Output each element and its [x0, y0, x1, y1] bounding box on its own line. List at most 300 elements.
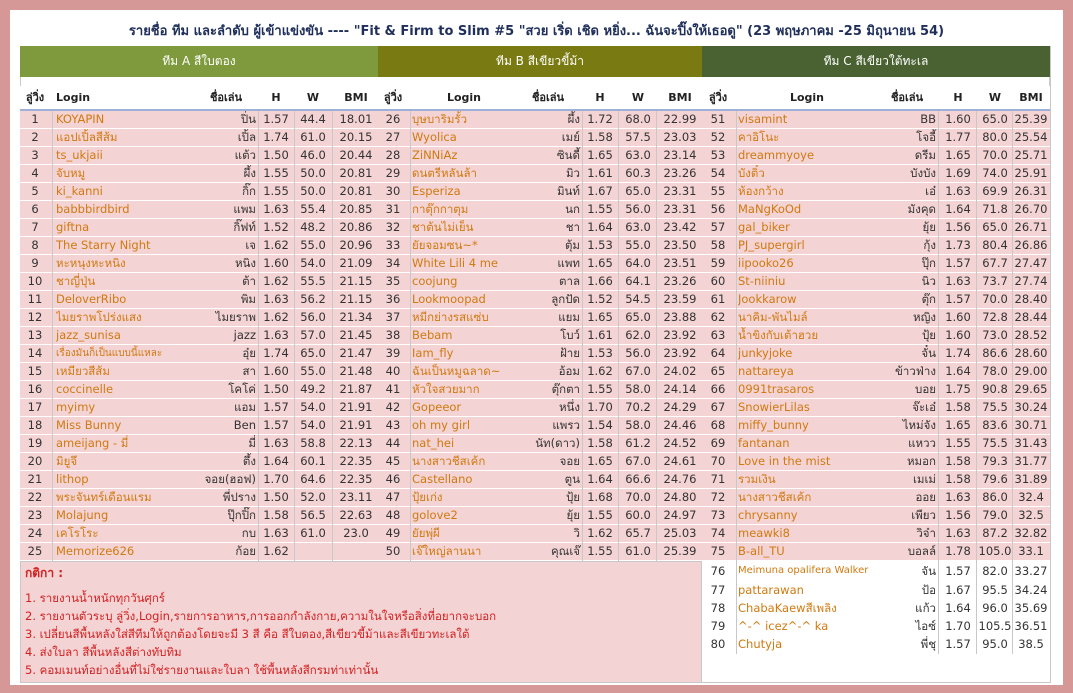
cell-nick: นก [565, 202, 580, 216]
cell-bmi: 31.43 [1014, 436, 1048, 450]
cell-rank: 42 [385, 400, 401, 414]
cell-h: 1.65 [587, 454, 613, 468]
cell-login[interactable]: Memorize626 [56, 544, 135, 558]
cell-bmi: 22.35 [339, 472, 373, 486]
cell-login[interactable]: visamint [738, 112, 788, 126]
table-row [702, 399, 1050, 417]
cell-nick: ไมยราพ [215, 310, 256, 324]
cell-h: 1.62 [263, 238, 289, 252]
cell-rank: 49 [385, 526, 401, 540]
cell-login[interactable]: แอปเปิ้ลสีส้ม [56, 130, 118, 144]
cell-login[interactable]: dreammyoye [738, 148, 815, 162]
cell-bmi: 20.15 [339, 130, 373, 144]
cell-rank: 57 [710, 220, 726, 234]
cell-nick: อ้อม [558, 364, 580, 378]
cell-h: 1.73 [945, 238, 971, 252]
header-spacer [20, 77, 1050, 86]
cell-login[interactable]: giftna [56, 220, 90, 234]
cell-h: 1.56 [945, 508, 971, 522]
table-row [702, 237, 1050, 255]
cell-bmi: 23.59 [663, 292, 697, 306]
cell-rank: 36 [385, 292, 401, 306]
cell-h: 1.63 [945, 490, 971, 504]
cell-login[interactable]: B-all_TU [738, 544, 785, 558]
cell-nick: กิ๊ก [242, 184, 256, 198]
cell-nick: มังคุด [907, 202, 936, 216]
cell-w: 86.6 [982, 346, 1008, 360]
column-divider [258, 111, 259, 561]
cell-login[interactable]: ชาต้นไม่เย็น [412, 220, 474, 234]
cell-nick: บอลล์ [907, 544, 936, 558]
cell-nick: เปิ้ล [237, 130, 256, 144]
cell-login[interactable]: pattarawan [738, 583, 804, 597]
table-row [702, 417, 1050, 435]
cell-login[interactable]: ห้องกว้าง [738, 184, 784, 198]
cell-login[interactable]: มิยูจึ [56, 454, 78, 468]
cell-rank: 52 [710, 130, 726, 144]
cell-h: 1.64 [587, 472, 613, 486]
cell-login[interactable]: ameijang - มี่ [56, 436, 129, 450]
rules-box [20, 561, 702, 683]
cell-w: 79.0 [982, 508, 1008, 522]
cell-w: 58.0 [625, 382, 651, 396]
table-row [378, 543, 702, 561]
cell-login[interactable]: golove2 [412, 508, 458, 522]
cell-h: 1.53 [587, 346, 613, 360]
cell-h: 1.50 [263, 382, 289, 396]
cell-w: 80.4 [982, 238, 1008, 252]
cell-login[interactable]: หัวใจสวยมาก [412, 382, 480, 396]
cell-bmi: 21.15 [339, 292, 373, 306]
cell-login[interactable]: หมีกย่างรสแซ่บ [412, 310, 489, 324]
cell-login[interactable]: ยัยพุ่ผี [412, 526, 440, 540]
cell-login[interactable]: ปุ้ยเก่ง [412, 490, 443, 504]
cell-h: 1.74 [945, 346, 971, 360]
table-row [378, 255, 702, 273]
cell-h: 1.54 [587, 418, 613, 432]
cell-login[interactable]: KOYAPIN [56, 112, 105, 126]
cell-login[interactable]: nattareya [738, 364, 794, 378]
cell-login[interactable]: DeloverRibo [56, 292, 127, 306]
table-row [702, 489, 1050, 507]
cell-login[interactable]: พระจันทร์เดือนแรม [56, 490, 152, 504]
cell-w: 68.0 [625, 112, 651, 126]
table-row [702, 543, 1050, 561]
table-row [378, 525, 702, 543]
table-row [378, 453, 702, 471]
cell-h: 1.64 [263, 454, 289, 468]
cell-login[interactable]: ts_ukjaii [56, 148, 103, 162]
table-row [378, 471, 702, 489]
cell-w: 55.4 [300, 202, 326, 216]
cell-nick: ต้า [242, 274, 256, 288]
cell-bmi: 26.71 [1014, 220, 1048, 234]
cell-h: 1.70 [587, 400, 613, 414]
cell-w: 56.0 [625, 202, 651, 216]
team-c-rows [702, 111, 1050, 654]
team-b-rows [378, 111, 702, 561]
cell-nick: พี่ชุ [920, 637, 936, 651]
cell-rank: 63 [710, 328, 726, 342]
cell-nick: แยม [558, 310, 580, 324]
cell-login[interactable]: St-niiniu [738, 274, 786, 288]
cell-nick: ออย [915, 490, 936, 504]
cell-login[interactable]: Lookmoopad [412, 292, 486, 306]
cell-bmi: 25.54 [1014, 130, 1048, 144]
cell-bmi: 24.02 [663, 364, 697, 378]
cell-nick: ไหม่จัง [902, 418, 936, 432]
cell-nick: ซินดี้ [556, 148, 580, 162]
cell-nick: นัท(ดาว) [535, 436, 580, 450]
cell-nick: เพียว [911, 508, 936, 522]
cell-login[interactable]: Wyolica [412, 130, 457, 144]
column-login: Login [446, 91, 482, 104]
column-w: W [631, 91, 645, 104]
table-row [702, 273, 1050, 291]
cell-bmi: 24.97 [663, 508, 697, 522]
cell-nick: เมเม่ [912, 472, 936, 486]
cell-nick: พิม [240, 292, 256, 306]
cell-login[interactable]: รวมเงิน [738, 472, 776, 486]
cell-nick: วิจ๋า [916, 526, 936, 540]
cell-w: 58.0 [625, 418, 651, 432]
cell-login[interactable]: ki_kanni [56, 184, 103, 198]
cell-login[interactable]: Miss Bunny [56, 418, 122, 432]
cell-w: 95.5 [982, 583, 1008, 597]
cell-login[interactable]: Chutyja [738, 637, 783, 651]
cell-nick: ดรีม [914, 148, 936, 162]
cell-rank: 41 [385, 382, 401, 396]
cell-rank: 43 [385, 418, 401, 432]
cell-bmi: 20.85 [339, 202, 373, 216]
cell-login[interactable]: 0991trasaros [738, 382, 815, 396]
table-row [702, 201, 1050, 219]
cell-bmi: 22.99 [663, 112, 697, 126]
cell-h: 1.64 [945, 601, 971, 615]
cell-bmi: 30.24 [1014, 400, 1048, 414]
cell-login[interactable]: ไมยราพโปร่งแสง [56, 310, 142, 324]
cell-bmi: 35.69 [1014, 601, 1048, 615]
cell-login[interactable]: ChabaKaewสีเพลิง [738, 601, 837, 615]
cell-rank: 4 [31, 166, 39, 180]
cell-rank: 53 [710, 148, 726, 162]
table-row [378, 507, 702, 525]
cell-w: 49.2 [300, 382, 326, 396]
table-row [702, 435, 1050, 453]
column-divider [618, 111, 619, 561]
table-row [20, 327, 378, 345]
cell-login[interactable]: nat_hei [412, 436, 455, 450]
cell-nick: แพท [557, 256, 580, 270]
cell-login[interactable]: meawki8 [738, 526, 790, 540]
table-row [378, 327, 702, 345]
cell-login[interactable]: fantanan [738, 436, 790, 450]
cell-rank: 73 [710, 508, 726, 522]
cell-nick: ปุ้ย [565, 490, 580, 504]
cell-login[interactable]: PJ_supergirl [738, 238, 805, 252]
cell-login[interactable]: coccinelle [56, 382, 114, 396]
table-row [20, 183, 378, 201]
table-row [20, 525, 378, 543]
table-row [20, 165, 378, 183]
cell-rank: 2 [31, 130, 39, 144]
cell-bmi: 20.81 [339, 184, 373, 198]
cell-rank: 37 [385, 310, 401, 324]
table-row [20, 489, 378, 507]
cell-h: 1.57 [263, 418, 289, 432]
cell-w: 48.2 [300, 220, 326, 234]
table-row [378, 381, 702, 399]
cell-login[interactable]: ยัยจอมซน~* [412, 238, 478, 252]
cell-rank: 45 [385, 454, 401, 468]
cell-bmi: 21.48 [339, 364, 373, 378]
cell-nick: แต้ว [234, 148, 256, 162]
cell-w: 65.0 [982, 220, 1008, 234]
cell-login[interactable]: ชาญี่ปุ่น [56, 274, 96, 288]
cell-login[interactable]: Bebam [412, 328, 453, 342]
cell-login[interactable]: คาอิโนะ [738, 130, 780, 144]
table-row [20, 219, 378, 237]
cell-login[interactable]: เหมียวสีส้ม [56, 364, 110, 378]
cell-login[interactable]: iipooko26 [738, 256, 794, 270]
cell-h: 1.70 [263, 472, 289, 486]
table-row [702, 147, 1050, 165]
cell-rank: 28 [385, 148, 401, 162]
cell-w: 79.3 [982, 454, 1008, 468]
cell-rank: 20 [27, 454, 43, 468]
cell-w: 65.7 [625, 526, 651, 540]
cell-nick: จั๋น [921, 346, 936, 360]
cell-bmi: 25.03 [663, 526, 697, 540]
cell-login[interactable]: White Lili 4 me [412, 256, 498, 270]
cell-nick: มี่ [248, 436, 256, 450]
cell-w: 70.2 [625, 400, 651, 414]
cell-rank: 74 [710, 526, 726, 540]
cell-bmi: 20.44 [339, 148, 373, 162]
cell-h: 1.58 [587, 436, 613, 450]
cell-rank: 38 [385, 328, 401, 342]
column-rank: ลู่วิ่ง [25, 91, 45, 104]
cell-login[interactable]: jazz_sunisa [56, 328, 121, 342]
cell-login[interactable]: miffy_bunny [738, 418, 809, 432]
cell-login[interactable]: The Starry Night [56, 238, 151, 252]
cell-w: 87.2 [982, 526, 1008, 540]
cell-nick: จอย [559, 454, 580, 468]
cell-h: 1.55 [263, 166, 289, 180]
cell-rank: 13 [27, 328, 43, 342]
table-row [378, 399, 702, 417]
column-h: H [595, 91, 605, 104]
cell-login[interactable]: coojung [412, 274, 458, 288]
cell-login[interactable]: chrysanny [738, 508, 798, 522]
cell-login[interactable]: น้ำขิงกับเต้าฮวย [738, 328, 819, 342]
table-row [378, 165, 702, 183]
cell-login[interactable]: Molajung [56, 508, 109, 522]
cell-login[interactable]: หะหนุงหะหนิง [56, 256, 126, 270]
cell-nick: ตุ๊ก [921, 292, 936, 306]
cell-rank: 48 [385, 508, 401, 522]
cell-nick: จ๊ะเอ๋ [912, 400, 936, 414]
cell-login[interactable]: Iam_fly [412, 346, 454, 360]
cell-login[interactable]: ZiNNiAz [412, 148, 458, 162]
cell-nick: jazz [233, 328, 256, 342]
cell-h: 1.65 [587, 148, 613, 162]
team-c-table [702, 86, 1050, 654]
cell-login[interactable]: SnowierLilas [738, 400, 810, 414]
table-row [20, 435, 378, 453]
cell-login[interactable]: บุษบาริมรั้ว [412, 112, 468, 126]
cell-w: 65.0 [625, 310, 651, 324]
cell-rank: 50 [385, 544, 401, 558]
cell-login[interactable]: Esperiza [412, 184, 461, 198]
table-row [20, 129, 378, 147]
cell-login[interactable]: ฉันเป็นหมูฉลาด~ [412, 364, 501, 378]
cell-h: 1.75 [945, 382, 971, 396]
cell-bmi: 24.14 [663, 382, 697, 396]
cell-nick: ยุ้ย [566, 508, 580, 522]
cell-login[interactable]: ^-^ icez^-^ ka [738, 619, 829, 633]
cell-rank: 21 [27, 472, 43, 486]
cell-w: 50.0 [300, 166, 326, 180]
cell-rank: 35 [385, 274, 401, 288]
cell-bmi: 23.0 [343, 526, 369, 540]
cell-bmi: 21.15 [339, 274, 373, 288]
cell-bmi: 38.5 [1018, 637, 1044, 651]
cell-login[interactable]: เจ๊ใหญ่ลานนา [412, 544, 482, 558]
cell-login[interactable]: oh my girl [412, 418, 471, 432]
cell-login[interactable]: myimy [56, 400, 96, 414]
cell-nick: หญิง [913, 310, 936, 324]
cell-h: 1.55 [587, 508, 613, 522]
cell-h: 1.57 [945, 637, 971, 651]
column-nick: ชื่อเล่น [531, 91, 565, 104]
cell-h: 1.74 [263, 346, 289, 360]
cell-rank: 60 [710, 274, 726, 288]
cell-w: 60.1 [300, 454, 326, 468]
column-divider [736, 111, 737, 654]
cell-nick: สา [242, 364, 256, 378]
column-divider [976, 111, 977, 654]
cell-login[interactable]: Meimuna opalifera Walker [738, 565, 869, 576]
cell-login[interactable]: junkyjoke [738, 346, 793, 360]
cell-h: 1.57 [945, 564, 971, 578]
cell-h: 1.68 [587, 490, 613, 504]
cell-h: 1.60 [263, 364, 289, 378]
cell-w: 73.0 [982, 328, 1008, 342]
table-row [378, 489, 702, 507]
cell-h: 1.60 [945, 112, 971, 126]
cell-bmi: 27.74 [1014, 274, 1048, 288]
cell-login[interactable]: MaNgKoOd [738, 202, 802, 216]
cell-bmi: 33.1 [1018, 544, 1044, 558]
table-row [702, 129, 1050, 147]
cell-bmi: 23.31 [663, 184, 697, 198]
cell-w: 71.8 [982, 202, 1008, 216]
cell-h: 1.62 [263, 544, 289, 558]
cell-nick: มินท์ [556, 184, 580, 198]
cell-bmi: 33.27 [1014, 564, 1048, 578]
cell-login[interactable]: Love in the mist [738, 454, 831, 468]
cell-w: 61.0 [300, 130, 326, 144]
cell-h: 1.62 [263, 274, 289, 288]
cell-w: 67.0 [625, 454, 651, 468]
cell-w: 56.2 [300, 292, 326, 306]
cell-bmi: 24.52 [663, 436, 697, 450]
cell-nick: ผึ้ง [567, 112, 580, 126]
cell-rank: 29 [385, 166, 401, 180]
cell-bmi: 32.5 [1018, 508, 1044, 522]
cell-bmi: 24.61 [663, 454, 697, 468]
cell-w: 54.5 [625, 292, 651, 306]
cell-login[interactable]: เคโรโระ [56, 526, 99, 540]
cell-login[interactable]: นางสาวชีสเค้ก [738, 490, 812, 504]
cell-nick: จัน [921, 564, 936, 578]
cell-rank: 67 [710, 400, 726, 414]
cell-w: 56.0 [625, 346, 651, 360]
cell-login[interactable]: จับหมู [56, 166, 86, 180]
cell-login[interactable]: นาคิม-พันไมล์ [738, 310, 808, 324]
cell-login[interactable]: babbbirdbird [56, 202, 130, 216]
cell-login[interactable]: เรื่องมันก็เป็นแบบนี้แหละ [56, 348, 163, 359]
cell-login[interactable]: Castellano [412, 472, 473, 486]
cell-login[interactable]: gal_biker [738, 220, 790, 234]
cell-login[interactable]: Jookkarow [738, 292, 797, 306]
cell-h: 1.60 [945, 310, 971, 324]
cell-bmi: 26.70 [1014, 202, 1048, 216]
cell-rank: 76 [710, 564, 726, 578]
table-row [20, 111, 378, 129]
cell-login[interactable]: ดนตรีหลันล้า [412, 166, 477, 180]
cell-w: 64.1 [625, 274, 651, 288]
column-nick: ชื่อเล่น [209, 91, 243, 104]
cell-h: 1.63 [945, 526, 971, 540]
cell-nick: แก้ว [915, 601, 936, 615]
cell-nick: แพม [233, 202, 256, 216]
cell-w: 82.0 [982, 564, 1008, 578]
cell-bmi: 28.44 [1014, 310, 1048, 324]
cell-h: 1.69 [945, 166, 971, 180]
cell-login[interactable]: กาตุ๊กกาตุม [412, 202, 469, 216]
table-row [378, 147, 702, 165]
cell-rank: 17 [27, 400, 43, 414]
cell-h: 1.62 [263, 310, 289, 324]
cell-h: 1.53 [587, 238, 613, 252]
column-divider [52, 111, 53, 561]
cell-bmi: 23.14 [663, 148, 697, 162]
cell-nick: แหวว [908, 436, 936, 450]
table-row [702, 363, 1050, 381]
column-divider [938, 111, 939, 654]
cell-login[interactable]: lithop [56, 472, 89, 486]
column-bmi: BMI [1019, 91, 1043, 104]
table-row [702, 600, 1050, 618]
cell-w: 62.0 [625, 328, 651, 342]
cell-bmi: 25.39 [1014, 112, 1048, 126]
cell-w: 65.0 [300, 346, 326, 360]
cell-login[interactable]: Gopeeor [412, 400, 462, 414]
cell-login[interactable]: บังติ๋ว [738, 166, 765, 180]
cell-login[interactable]: นางสาวชีสเค้ก [412, 454, 486, 468]
table-row [20, 507, 378, 525]
cell-nick: ปุ๊ก [921, 256, 936, 270]
cell-w: 70.0 [625, 490, 651, 504]
team-a-rows [20, 111, 378, 561]
cell-h: 1.63 [263, 436, 289, 450]
cell-bmi: 25.91 [1014, 166, 1048, 180]
cell-rank: 5 [31, 184, 39, 198]
cell-h: 1.58 [263, 508, 289, 522]
table-row [702, 618, 1050, 636]
